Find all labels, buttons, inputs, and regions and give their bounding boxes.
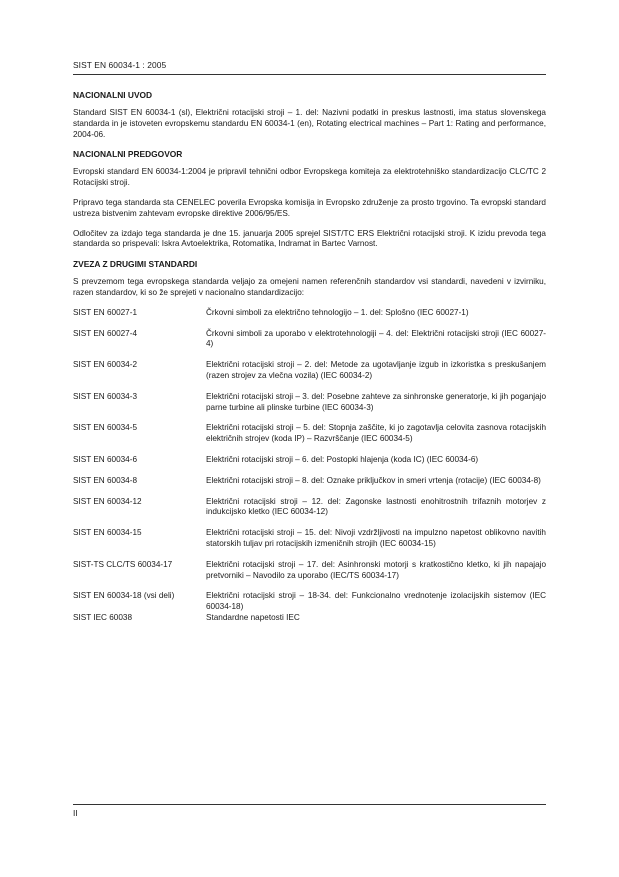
table-row xyxy=(73,455,546,476)
paragraph: Standard SIST EN 60034-1 (sl), Električni rotacijski stroji – 1. del: Nazivni podatki in preskus lastnosti, ima status slovenskega standarda in je istoveten evropskemu standardu EN 60034-1 (en), Rotating electrical machines – Part 1: Rating and performance, 2004-06. xyxy=(73,108,546,139)
paragraph: Odločitev za izdajo tega standarda je dne 15. januarja 2005 sprejel SIST/TC ERS Električni rotacijski stroji. K izidu prevoda tega standarda so prispevali: Iskra Avtoelektrika, Rotomatika, Indramat in Bartec Varnost. xyxy=(73,228,546,249)
standard-code: SIST IEC 60038 xyxy=(73,612,133,622)
table-row xyxy=(73,560,546,592)
reference-standards-table xyxy=(73,308,546,624)
table-row xyxy=(73,392,546,424)
table-row xyxy=(73,360,546,392)
standard-code: SIST EN 60034-2 xyxy=(73,360,138,370)
paragraph: Pripravo tega standarda sta CENELEC poverila Evropska komisija in Evropsko združenje za prosto trgovino. Ta evropski standard ustreza bistvenim zahtevam evropske direktive 2006/95/ES. xyxy=(73,197,546,218)
standard-code: SIST EN 60034-12 xyxy=(73,496,142,506)
standard-title: Električni rotacijski stroji – 3. del: Posebne zahteve za sinhronske generatorje, ki jih poganjajo parne turbine ali plinske turbine (IEC 60034-3) xyxy=(206,391,546,412)
standard-code: SIST EN 60027-4 xyxy=(73,328,138,338)
standard-title: Električni rotacijski stroji – 12. del: Zagonske lastnosti enohitrostnih trifaznih motorjev z indukcijsko kletko (IEC 60034-12) xyxy=(206,496,546,517)
page-number: II xyxy=(73,808,78,818)
standard-title: Električni rotacijski stroji – 6. del: Postopki hlajenja (koda IC) (IEC 60034-6) xyxy=(206,454,479,464)
table-row xyxy=(73,613,546,624)
standard-code: SIST EN 60034-5 xyxy=(73,423,138,433)
standard-code: SIST EN 60034-6 xyxy=(73,454,138,464)
standard-code: SIST EN 60034-3 xyxy=(73,391,138,401)
standard-title: Črkovni simboli za električno tehnologijo – 1. del: Splošno (IEC 60027-1) xyxy=(206,307,469,317)
section-zveza-z-drugimi-standardi xyxy=(73,259,546,624)
table-row xyxy=(73,308,546,329)
header-divider xyxy=(73,74,546,75)
standard-title: Električni rotacijski stroji – 2. del: Metode za ugotavljanje izgub in izkoristka s preskušanjem (razen strojev za vlečna vozila) (IEC 60034-2) xyxy=(206,360,546,380)
standard-title: Črkovni simboli za uporabo v elektrotehnologiji – 4. del: Električni rotacijski stroji (IEC 60027-4) xyxy=(206,328,546,349)
standard-code: SIST EN 60034-18 (vsi deli) xyxy=(73,591,175,601)
section-heading: NACIONALNI PREDGOVOR xyxy=(73,149,183,160)
standard-title: Električni rotacijski stroji – 17. del: Asinhronski motorji s kratkostično kletko, ki jih napajajo pretvorniki – Navodilo za uporabo (IEC/TS 60034-17) xyxy=(206,559,546,580)
standard-title: Električni rotacijski stroji – 18-34. del: Funkcionalno vrednotenje izolacijskih sistemov (IEC 60034-18) xyxy=(206,591,546,612)
section-nacionalni-uvod xyxy=(73,90,546,140)
standard-code: SIST EN 60034-15 xyxy=(73,528,142,538)
standard-title: Standardne napetosti IEC xyxy=(206,612,300,622)
footer-divider xyxy=(73,804,546,805)
table-row xyxy=(73,528,546,560)
table-row xyxy=(73,423,546,455)
paragraph: Evropski standard EN 60034-1:2004 je pripravil tehnični odbor Evropskega komiteja za elektrotehniško standardizacijo CLC/TC 2 Rotacijski stroji. xyxy=(73,167,546,188)
standard-title: Električni rotacijski stroji – 5. del: Stopnja zaščite, ki jo zagotavlja celovita zasnova rotacijskih električnih strojev (koda IP) – Razvrščanje (IEC 60034-5) xyxy=(206,423,546,444)
page-content xyxy=(73,90,546,626)
section-heading: NACIONALNI UVOD xyxy=(73,90,153,100)
table-row xyxy=(73,329,546,361)
paragraph: S prevzemom tega evropskega standarda veljajo za omejeni namen referenčnih standardov vsi standardi, navedeni v izvirniku, razen standardov, ki so že sprejeti v nacionalno standardizacijo: xyxy=(73,277,546,297)
running-header: SIST EN 60034-1 : 2005 xyxy=(73,60,167,70)
section-nacionalni-predgovor xyxy=(73,149,546,250)
table-row xyxy=(73,591,546,613)
table-row xyxy=(73,497,546,529)
section-heading: ZVEZA Z DRUGIMI STANDARDI xyxy=(73,259,198,270)
standard-code: SIST-TS CLC/TS 60034-17 xyxy=(73,559,173,569)
standard-code: SIST EN 60034-8 xyxy=(73,475,138,485)
standard-code: SIST EN 60027-1 xyxy=(73,307,138,317)
standard-title: Električni rotacijski stroji – 8. del: Oznake priključkov in smeri vrtenja (rotacije) (IEC 60034-8) xyxy=(206,475,541,485)
table-row xyxy=(73,476,546,497)
standard-title: Električni rotacijski stroji – 15. del: Nivoji vzdržljivosti na impulzno napetost oblikovno navitih statorskih tuljav pri rotacijskih izmeničnih strojih (IEC 60034-15) xyxy=(206,528,546,548)
